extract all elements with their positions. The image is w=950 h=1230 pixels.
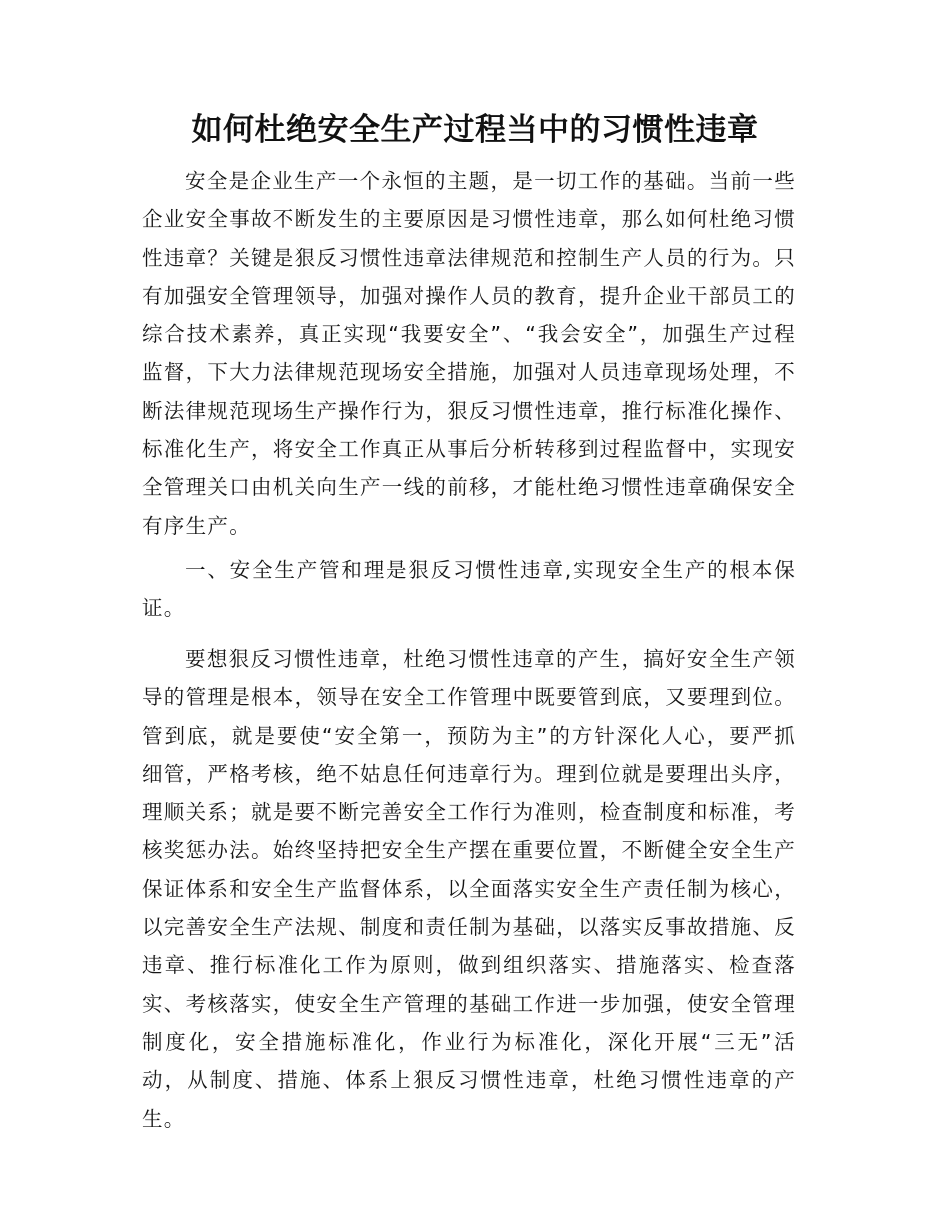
- body-paragraph: 要想狠反习惯性违章，杜绝习惯性违章的产生，搞好安全生产领导的管理是根本，领导在安全工作管理中既要管到底，又要理到位。管到底，就是要使“安全第一，预防为主”的方针深化人心，要严抓细管，严格考核，绝不姑息任何违章行为。理到位就是要理出头序，理顺关系；就是要不断完善安全工作行为准则，检查制度和标准，考核奖惩办法。始终坚持把安全生产摆在重要位置，不断健全安全生产保证体系和安全生产监督体系，以全面落实安全生产责任制为核心，以完善安全生产法规、制度和责任制为基础，以落实反事故措施、反违章、推行标准化工作为原则，做到组织落实、措施落实、检查落实、考核落实，使安全生产管理的基础工作进一步加强，使安全管理制度化，安全措施标准化，作业行为标准化，深化开展“三无”活动，从制度、措施、体系上狠反习惯性违章，杜绝习惯性违章的产生。: [142, 647, 796, 1131]
- document-title: 如何杜绝安全生产过程当中的习惯性违章: [191, 112, 759, 148]
- intro-paragraph: 安全是企业生产一个永恒的主题，是一切工作的基础。当前一些企业安全事故不断发生的主要原因是习惯性违章，那么如何杜绝习惯性违章？关键是狠反习惯性违章法律规范和控制生产人员的行为。只有加强安全管理领导，加强对操作人员的教育，提升企业干部员工的综合技术素养，真正实现“我要安全”、“我会安全”，加强生产过程监督，下大力法律规范现场安全措施，加强对人员违章现场处理，不断法律规范现场生产操作行为，狠反习惯性违章，推行标准化操作、标准化生产，将安全工作真正从事后分析转移到过程监督中，实现安全管理关口由机关向生产一线的前移，才能杜绝习惯性违章确保安全有序生产。: [142, 169, 796, 538]
- section-heading-1: 一、安全生产管和理是狠反习惯性违章,实现安全生产的根本保证。: [142, 558, 796, 621]
